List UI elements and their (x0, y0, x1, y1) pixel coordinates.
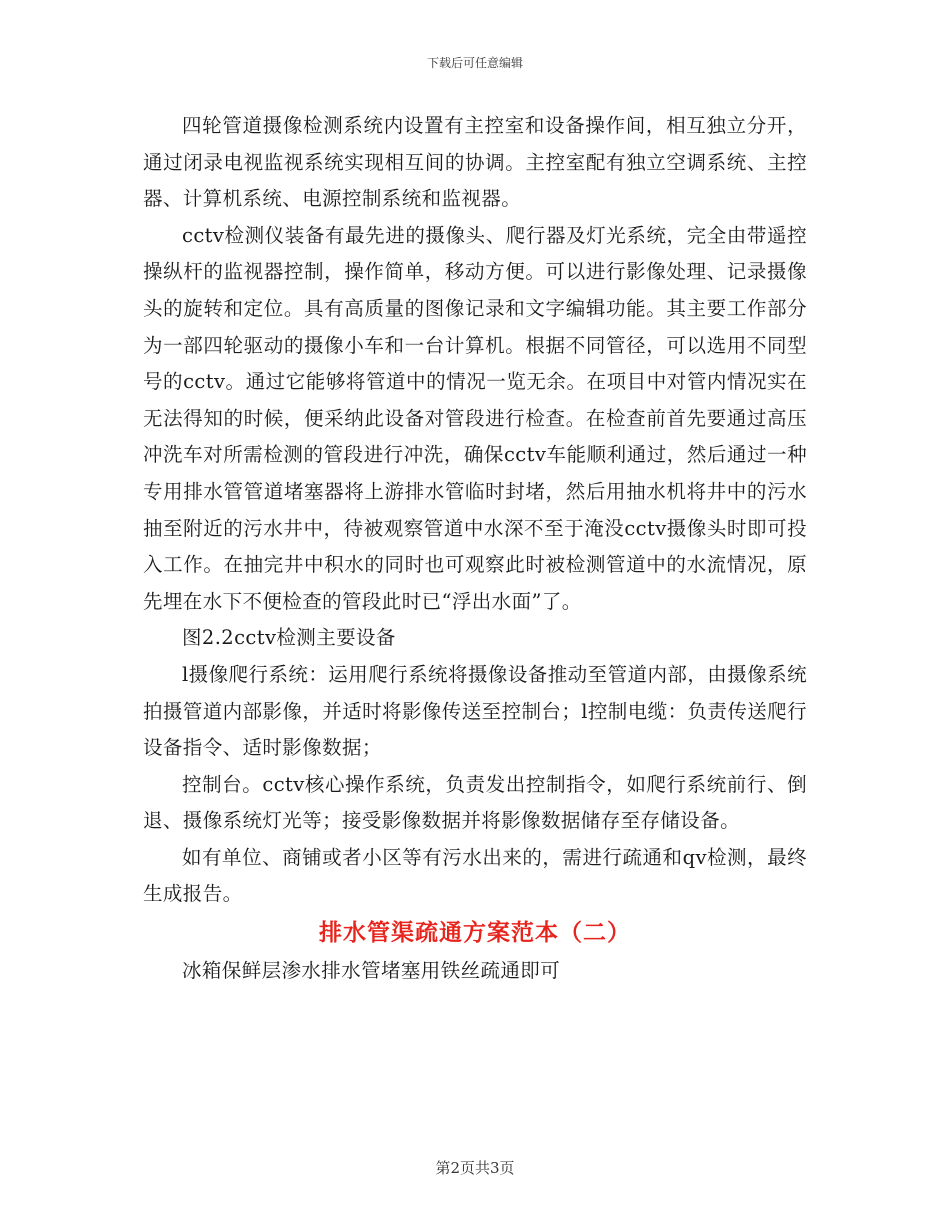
paragraph-cctv-equipment: cctv检测仪装备有最先进的摄像头、爬行器及灯光系统，完全由带遥控操纵杆的监视器控制，操作简单，移动方便。可以进行影像处理、记录摄像头的旋转和定位。具有高质量的图像记录和文字编辑功能。其主要工作部分为一部四轮驱动的摄像小车和一台计算机。根据不同管径，可以选用不同型号的cctv。通过它能够将管道中的情况一览无余。在项目中对管内情况实在无法得知的时候，便采纳此设备对管段进行检查。在检查前首先要通过高压冲洗车对所需检测的管段进行冲洗，确保cctv车能顺利通过，然后通过一种专用排水管管道堵塞器将上游排水管临时封堵，然后用抽水机将井中的污水抽至附近的污水井中，待被观察管道中水深不至于淹没cctv摄像头时即可投入工作。在抽完井中积水的同时也可观察此时被检测管道中的水流情况，原先埋在水下不便检查的管段此时已“浮出水面”了。 (143, 223, 807, 613)
paragraph-fridge-drain: 冰箱保鲜层渗水排水管堵塞用铁丝疏通即可 (182, 959, 561, 983)
paragraph-report: 如有单位、商铺或者小区等有污水出来的，需进行疏通和qv检测，最终生成报告。 (143, 845, 807, 906)
figure-caption: 图2.2cctv检测主要设备 (182, 626, 396, 650)
page-number: 第2页共3页 (435, 1159, 515, 1177)
section-title: 排水管渠疏通方案范本（二） (319, 919, 631, 947)
paragraph-crawler-system: l摄像爬行系统：运用爬行系统将摄像设备推动至管道内部，由摄像系统拍摄管道内部影像，并适时将影像传送至控制台；l控制电缆：负责传送爬行设备指令、适时影像数据； (143, 662, 807, 760)
page-header: 下载后可任意编辑 (426, 56, 523, 70)
paragraph-control-console: 控制台。cctv核心操作系统，负责发出控制指令，如爬行系统前行、倒退、摄像系统灯光等；接受影像数据并将影像数据储存至存储设备。 (143, 772, 807, 833)
document-body (143, 108, 807, 990)
paragraph-monitoring-system: 四轮管道摄像检测系统内设置有主控室和设备操作间，相互独立分开，通过闭录电视监视系统实现相互间的协调。主控室配有独立空调系统、主控器、计算机系统、电源控制系统和监视器。 (143, 114, 807, 211)
